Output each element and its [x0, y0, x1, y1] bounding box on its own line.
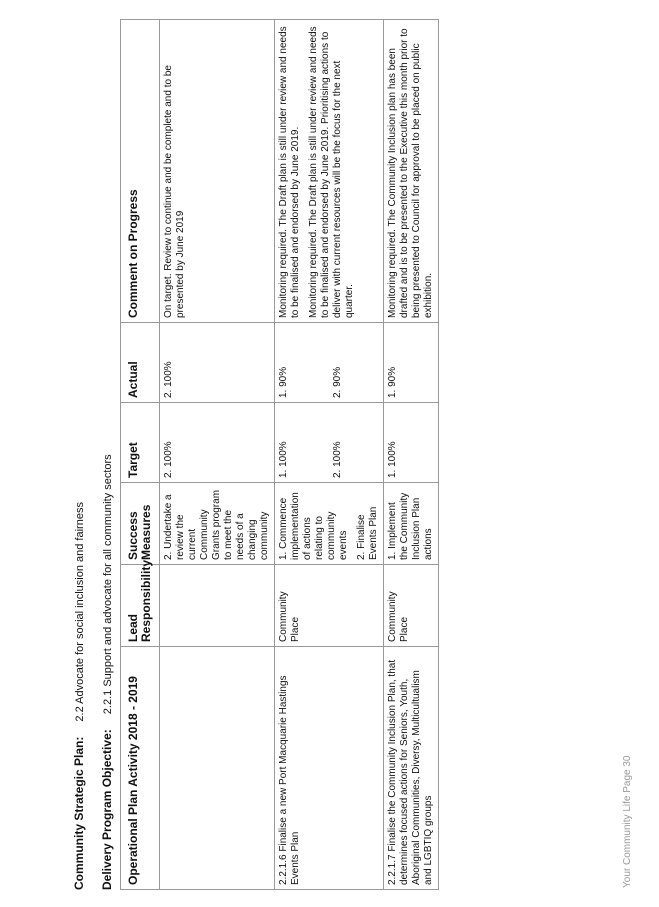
measure-item: 2. Finalise Events Plan	[356, 506, 379, 560]
comment-item: Monitoring required. The Draft plan is still under review and needs to be finalised and endorsed by June 2019.	[278, 26, 301, 318]
page-content	[70, 20, 434, 890]
comment-item: Monitoring required. The Draft plan is still under review and needs to be finalised and endorsed by June 2019. Prioritising actions to deliver with current resources will be the focus for the next quarter.	[308, 26, 355, 318]
col-lead-header: Lead Responsibility	[121, 565, 160, 647]
measure-cell: 1. Implement the Community Inclusion Plan actions	[384, 483, 439, 565]
actual-item: 1. 90%	[278, 366, 289, 398]
comment-cell	[275, 20, 384, 323]
col-actual-header: Actual	[121, 323, 160, 403]
progress-table	[120, 19, 439, 890]
col-activity-header: Operational Plan Activity 2018 - 2019	[121, 647, 160, 890]
lead-cell: Community Place	[384, 565, 439, 647]
target-cell: 2. 100%	[160, 403, 275, 483]
comment-cell: On target. Review to continue and be complete and to be presented by June 2019	[160, 20, 275, 323]
actual-cell: 1. 90%	[384, 323, 439, 403]
table-row	[275, 20, 384, 890]
activity-cell: 2.2.1.6 Finalise a new Port Macquarie Hastings Events Plan	[275, 647, 384, 890]
comment-cell: Monitoring required. The Community Inclusion plan has been drafted and is to be presented to the Executive this month prior to being presented to Council for approval to be placed on public exhibition.	[384, 20, 439, 323]
actual-cell	[275, 323, 384, 403]
table-row	[160, 20, 275, 890]
strategic-plan-label: Community Strategic Plan:	[72, 736, 86, 890]
strategic-plan-line	[72, 502, 88, 890]
activity-cell: 2.2.1.7 Finalise the Community Inclusion Plan, that determines focused actions for Seniors, Youth, Aboriginal Communities, Diversy, Multicultualism and LGBTIQ groups	[384, 647, 439, 890]
target-cell	[275, 403, 384, 483]
col-measures-header: Success Measures	[121, 483, 160, 565]
actual-item: 2. 90%	[332, 366, 343, 398]
measure-cell	[275, 483, 384, 565]
strategic-plan-value: 2.2 Advocate for social inclusion and fairness	[74, 502, 86, 722]
col-target-header: Target	[121, 403, 160, 483]
lead-cell	[160, 565, 275, 647]
lead-cell: Community Place	[275, 565, 384, 647]
table-header-row	[121, 20, 160, 890]
target-cell: 1. 100%	[384, 403, 439, 483]
measure-cell: 2. Undertake a review the current Community Grants program to meet the needs of a changing community	[160, 483, 275, 565]
measure-item: 1. Commence implementation of actions relating to community events	[278, 492, 349, 560]
activity-cell	[160, 647, 275, 890]
page-footer: Your Community Life Page 30	[622, 755, 633, 888]
actual-cell: 2. 100%	[160, 323, 275, 403]
col-comment-header: Comment on Progress	[121, 20, 160, 323]
target-item: 1. 100%	[278, 441, 289, 478]
table-row	[384, 20, 439, 890]
program-objective-label: Delivery Program Objective:	[100, 729, 114, 890]
program-objective-value: 2.2.1 Support and advocate for all community sectors	[102, 454, 114, 715]
target-item: 2. 100%	[332, 441, 343, 478]
program-objective-line	[100, 454, 116, 890]
